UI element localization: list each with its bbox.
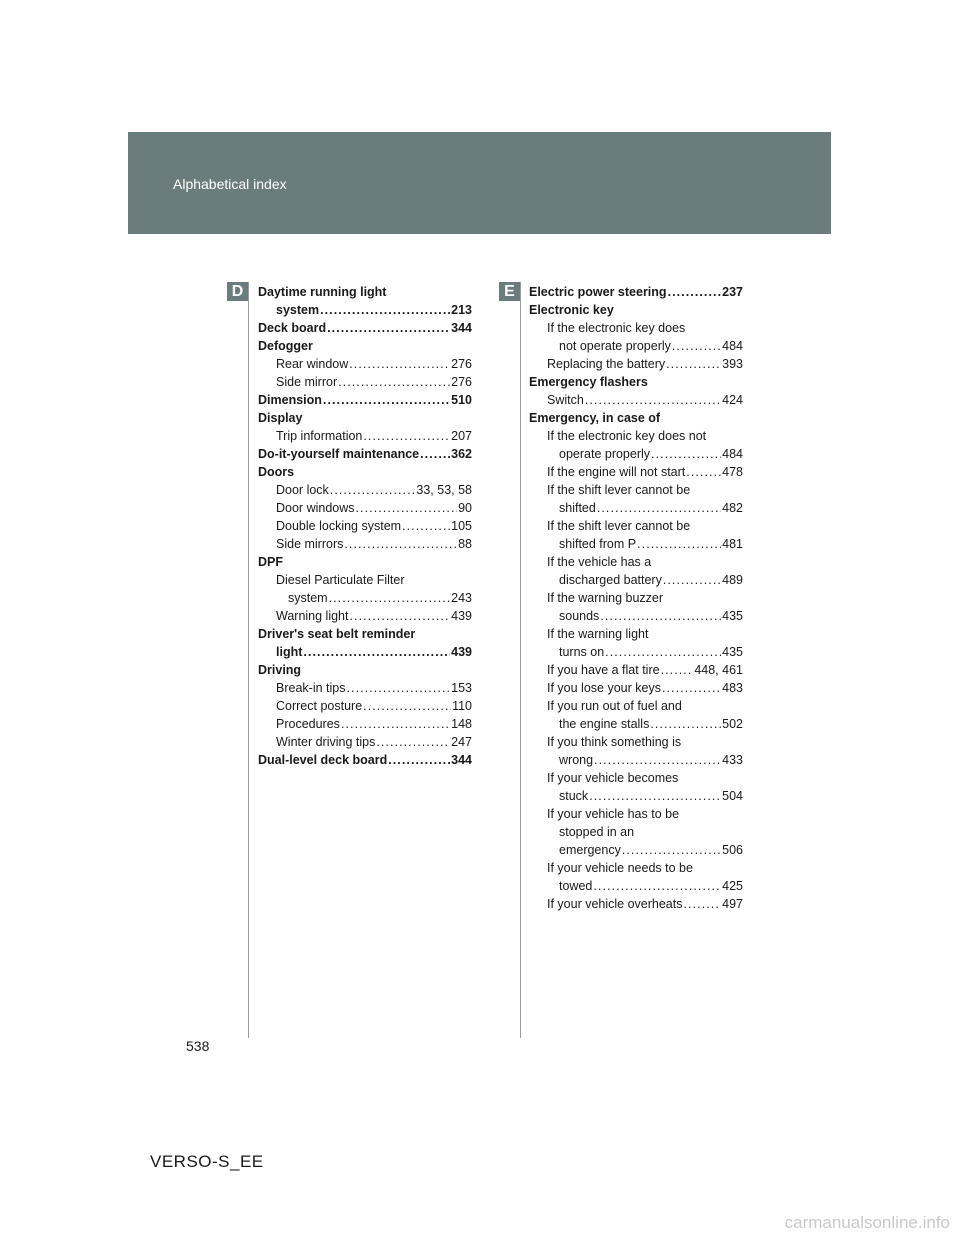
index-entry-text: Dimension	[258, 393, 322, 407]
index-column-e	[529, 283, 743, 913]
index-entry	[258, 283, 472, 301]
index-entry-page: 148	[451, 717, 472, 731]
index-entry-text: Warning light	[276, 609, 349, 623]
index-entry-page: 424	[722, 393, 743, 407]
index-entry-text: the engine stalls	[559, 717, 650, 731]
index-entry-page: 435	[722, 609, 743, 623]
index-entry	[258, 571, 472, 589]
dot-leader	[338, 373, 450, 391]
index-entry-page: 110	[452, 699, 472, 713]
middle-column-rule	[520, 282, 521, 1038]
index-entry	[529, 337, 743, 355]
index-entry-page: 344	[451, 753, 472, 767]
index-entry-text: Side mirrors	[276, 537, 344, 551]
index-entry	[529, 841, 743, 859]
dot-leader	[349, 355, 450, 373]
dot-leader	[388, 751, 450, 769]
index-entry-page: 90	[458, 501, 472, 515]
index-entry-text: Display	[258, 411, 303, 425]
watermark: carmanualsonline.info	[784, 1213, 950, 1232]
dot-leader	[666, 355, 721, 373]
index-entry-text: sounds	[559, 609, 600, 623]
dot-leader	[303, 643, 450, 661]
dot-leader	[350, 607, 451, 625]
index-entry	[529, 625, 743, 643]
index-entry	[258, 445, 472, 463]
index-entry	[258, 355, 472, 373]
index-entry-text: If your vehicle overheats	[547, 897, 683, 911]
index-entry-page: 33, 53, 58	[416, 483, 472, 497]
index-entry-page: 276	[451, 375, 472, 389]
index-entry	[258, 337, 472, 355]
index-entry-page: 213	[451, 303, 472, 317]
index-entry-text: wrong	[559, 753, 594, 767]
index-entry-text: Double locking system	[276, 519, 402, 533]
index-entry	[529, 319, 743, 337]
index-entry-page: 435	[722, 645, 743, 659]
dot-leader	[663, 571, 721, 589]
index-entry-text: If the warning buzzer	[547, 591, 664, 605]
dot-leader	[668, 283, 722, 301]
header-title: Alphabetical index	[173, 176, 287, 192]
dot-leader	[420, 445, 450, 463]
index-entry-text: Procedures	[276, 717, 340, 731]
index-entry-text: towed	[559, 879, 593, 893]
index-entry-text: If your vehicle becomes	[547, 771, 679, 785]
index-entry-page: 237	[722, 285, 743, 299]
index-entry	[258, 409, 472, 427]
index-entry	[258, 481, 472, 499]
index-entry-text: shifted from P	[559, 537, 637, 551]
dot-leader	[605, 643, 721, 661]
index-entry-page: 481	[722, 537, 743, 551]
index-entry-page: 483	[722, 681, 743, 695]
dot-leader	[637, 535, 721, 553]
dot-leader	[593, 877, 721, 895]
index-entry-page: 502	[722, 717, 743, 731]
index-entry-page: 433	[722, 753, 743, 767]
section-letter-d: D	[227, 282, 248, 301]
index-entry-text: If the warning light	[547, 627, 649, 641]
dot-leader	[323, 391, 450, 409]
footer-code: VERSO-S_EE	[150, 1152, 264, 1171]
index-entry	[258, 463, 472, 481]
index-entry	[529, 733, 743, 751]
index-entry-page: 207	[451, 429, 472, 443]
index-entry-text: If the shift lever cannot be	[547, 519, 691, 533]
index-entry	[529, 787, 743, 805]
index-entry	[529, 823, 743, 841]
index-entry-text: not operate properly	[559, 339, 671, 353]
dot-leader	[585, 391, 721, 409]
index-entry-text: Defogger	[258, 339, 313, 353]
dot-leader	[329, 589, 451, 607]
index-entry	[258, 625, 472, 643]
index-entry-text: Switch	[547, 393, 584, 407]
index-entry	[529, 643, 743, 661]
index-entry-text: Electronic key	[529, 303, 614, 317]
index-entry	[529, 715, 743, 733]
index-entry-text: Winter driving tips	[276, 735, 376, 749]
index-entry	[529, 445, 743, 463]
index-entry-text: Daytime running light	[258, 285, 387, 299]
index-entry	[529, 283, 743, 301]
left-column-rule	[248, 282, 249, 1038]
index-column-d	[258, 283, 472, 769]
index-entry	[258, 679, 472, 697]
index-entry	[529, 697, 743, 715]
index-entry	[529, 679, 743, 697]
dot-leader	[363, 697, 451, 715]
index-entry-text: Dual-level deck board	[258, 753, 388, 767]
index-entry	[529, 589, 743, 607]
index-entry	[529, 391, 743, 409]
index-entry-text: Correct posture	[276, 699, 363, 713]
dot-leader	[589, 787, 721, 805]
index-entry	[529, 463, 743, 481]
index-entry-text: Emergency flashers	[529, 375, 648, 389]
index-entry-page: 243	[451, 591, 472, 605]
index-entry-page: 344	[451, 321, 472, 335]
index-entry-text: system	[288, 591, 328, 605]
index-entry-text: operate properly	[559, 447, 651, 461]
index-entry	[529, 373, 743, 391]
index-entry-text: If your vehicle has to be	[547, 807, 680, 821]
index-entry-text: turns on	[559, 645, 605, 659]
index-entry-text: Driving	[258, 663, 302, 677]
index-entry-text: Do-it-yourself maintenance	[258, 447, 420, 461]
index-entry-text: Break-in tips	[276, 681, 346, 695]
index-entry-text: Replacing the battery	[547, 357, 666, 371]
index-entry-text: light	[276, 645, 303, 659]
index-entry-page: 510	[451, 393, 472, 407]
section-letter-e: E	[499, 282, 520, 301]
index-entry-page: 489	[722, 573, 743, 587]
index-entry	[529, 355, 743, 373]
index-entry-page: 247	[451, 735, 472, 749]
index-entry	[529, 877, 743, 895]
index-entry-page: 393	[722, 357, 743, 371]
index-entry-page: 105	[451, 519, 472, 533]
index-entry	[258, 373, 472, 391]
index-entry	[529, 427, 743, 445]
index-entry-page: 439	[451, 645, 472, 659]
index-entry-text: Electric power steering	[529, 285, 667, 299]
dot-leader	[356, 499, 458, 517]
index-entry-text: If you run out of fuel and	[547, 699, 682, 713]
index-entry-text: Emergency, in case of	[529, 411, 661, 425]
index-entry-page: 448, 461	[694, 663, 743, 677]
index-entry	[529, 553, 743, 571]
index-entry-page: 153	[451, 681, 472, 695]
dot-leader	[650, 715, 721, 733]
index-entry-text: Side mirror	[276, 375, 338, 389]
dot-leader	[327, 319, 450, 337]
index-entry	[258, 391, 472, 409]
index-entry	[529, 751, 743, 769]
dot-leader	[402, 517, 450, 535]
dot-leader	[597, 499, 721, 517]
index-entry-text: system	[276, 303, 320, 317]
index-entry-text: Door lock	[276, 483, 329, 497]
index-entry	[529, 571, 743, 589]
index-entry-text: stopped in an	[559, 825, 635, 839]
index-entry-text: If the electronic key does	[547, 321, 686, 335]
index-entry	[529, 859, 743, 877]
index-entry-page: 425	[722, 879, 743, 893]
index-entry	[258, 697, 472, 715]
index-entry	[529, 535, 743, 553]
index-entry-page: 88	[458, 537, 472, 551]
index-entry	[258, 319, 472, 337]
index-entry	[258, 301, 472, 319]
dot-leader	[344, 535, 457, 553]
index-entry-page: 497	[722, 897, 743, 911]
index-entry-text: emergency	[559, 843, 621, 857]
index-entry	[529, 769, 743, 787]
index-entry	[258, 607, 472, 625]
index-entry-text: If the electronic key does not	[547, 429, 707, 443]
index-entry	[529, 499, 743, 517]
index-entry-text: Driver's seat belt reminder	[258, 627, 416, 641]
index-entry	[258, 661, 472, 679]
dot-leader	[661, 661, 694, 679]
dot-leader	[622, 841, 721, 859]
index-entry	[529, 409, 743, 427]
dot-leader	[651, 445, 721, 463]
dot-leader	[376, 733, 450, 751]
index-entry-text: Door windows	[276, 501, 355, 515]
index-entry-text: If your vehicle needs to be	[547, 861, 693, 875]
index-entry-text: stuck	[559, 789, 589, 803]
index-entry	[258, 535, 472, 553]
index-entry-text: DPF	[258, 555, 283, 569]
index-entry-text: Doors	[258, 465, 295, 479]
index-entry	[258, 589, 472, 607]
index-entry	[529, 895, 743, 913]
index-entry-text: Deck board	[258, 321, 327, 335]
index-entry-text: If you think something is	[547, 735, 682, 749]
dot-leader	[320, 301, 450, 319]
index-entry-page: 484	[722, 447, 743, 461]
index-entry-text: Diesel Particulate Filter	[276, 573, 405, 587]
index-entry	[258, 553, 472, 571]
index-entry-page: 504	[722, 789, 743, 803]
index-entry	[529, 481, 743, 499]
index-entry-text: If you lose your keys	[547, 681, 661, 695]
index-entry	[258, 733, 472, 751]
index-entry-page: 506	[722, 843, 743, 857]
index-entry	[258, 427, 472, 445]
dot-leader	[684, 895, 722, 913]
index-entry	[258, 751, 472, 769]
index-entry-text: If the shift lever cannot be	[547, 483, 691, 497]
index-entry-text: discharged battery	[559, 573, 662, 587]
index-entry	[529, 301, 743, 319]
index-entry-text: If the vehicle has a	[547, 555, 652, 569]
dot-leader	[341, 715, 450, 733]
index-entry	[258, 715, 472, 733]
index-entry-page: 482	[722, 501, 743, 515]
index-entry-page: 362	[451, 447, 472, 461]
dot-leader	[672, 337, 721, 355]
index-entry	[529, 661, 743, 679]
index-entry-text: Trip information	[276, 429, 363, 443]
dot-leader	[363, 427, 450, 445]
page-header	[128, 132, 831, 234]
index-entry	[258, 517, 472, 535]
index-entry-text: shifted	[559, 501, 596, 515]
index-entry-page: 484	[722, 339, 743, 353]
index-entry-text: Rear window	[276, 357, 349, 371]
dot-leader	[662, 679, 721, 697]
dot-leader	[686, 463, 721, 481]
index-entry	[529, 607, 743, 625]
index-entry-text: If you have a flat tire	[547, 663, 660, 677]
index-entry-text: If the engine will not start	[547, 465, 686, 479]
index-entry-page: 478	[722, 465, 743, 479]
dot-leader	[600, 607, 721, 625]
index-entry-page: 276	[451, 357, 472, 371]
dot-leader	[346, 679, 450, 697]
index-entry	[529, 805, 743, 823]
dot-leader	[594, 751, 721, 769]
index-entry	[258, 643, 472, 661]
dot-leader	[330, 481, 416, 499]
index-entry	[258, 499, 472, 517]
page-number: 538	[186, 1038, 210, 1054]
index-entry	[529, 517, 743, 535]
index-entry-page: 439	[451, 609, 472, 623]
